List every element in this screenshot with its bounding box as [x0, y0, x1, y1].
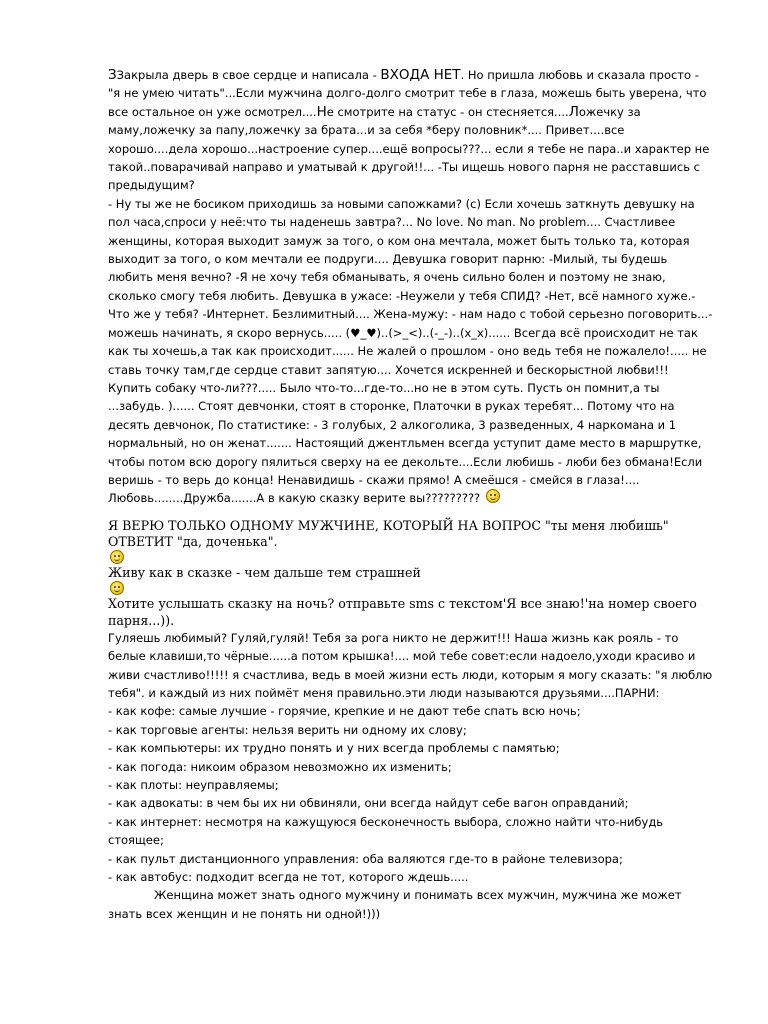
document-page — [108, 66, 713, 923]
list-item: - как торговые агенты: нельзя верить ни одному их слову; — [108, 722, 467, 737]
intro-text-2: . Н — [460, 68, 477, 82]
smiley-icon — [486, 489, 500, 503]
intro-text-4: е смотрите на статус - он стесняется.... — [326, 104, 569, 119]
paragraph-2-text: Гуляешь любимый? Гуляй,гуляй! Тебя за рога никто не держит!!! Наша жизнь как рояль - то белые клавиши,то чёрные......а потом крышка!.... мой тебе совет:если надоело,уходи красиво и живи счастливо!!!!! я счастлива, ведь в моей жизни есть люди, которым я могу сказать: "я люблю тебя". и каждый из них поймёт меня правильно.эти люди называются друзьями....ПАРНИ: — [108, 630, 713, 700]
smiley-icon — [110, 550, 124, 564]
serif-quote-3: Хотите услышать сказку на ночь? отправьте sms с текстом'Я все знаю!'на номер своего парня...)). — [108, 596, 697, 628]
intro-caps-3: Л — [568, 103, 579, 120]
closing-paragraph: Женщина может знать одного мужчину и понимать всех мужчин, мужчина же может знать всех женщин и не понять ни одной!))) — [108, 888, 682, 921]
list-item: - как автобус: подходит всегда не тот, которого ждешь..... — [108, 870, 469, 885]
list-item: - как плоты: неуправляемы; — [108, 778, 279, 793]
list-item: - как кофе: самые лучшие - горячие, крепкие и не дают тебе спать всю ночь; — [108, 704, 581, 719]
intro-paragraph — [108, 66, 713, 508]
intro-text-1: Закрыла дверь в свое сердце и написала - — [116, 68, 381, 82]
list-item: - как адвокаты: в чем бы их ни обвиняли, они всегда найдут себе вагон оправданий; — [108, 796, 629, 811]
smiley-icon — [110, 581, 124, 595]
intro-caps-2: Н — [316, 103, 327, 120]
list-item: - как погода: никоим образом невозможно их изменить; — [108, 759, 452, 774]
list-item: - как пульт дистанционного управления: оба валяются где-то в районе телевизора; — [108, 851, 623, 866]
list-item: - как интернет: несмотря на кажущуюся бесконечность выбора, сложно найти что-нибудь стоящее; — [108, 814, 664, 848]
intro-text-3: о пришла любовь и сказала просто - "я не умею читать"...Если мужчина долго-долго смотрит тебе в глаза, можешь быть уверена, что все остальное он уже осмотрел.... — [108, 68, 707, 119]
intro-text-5: ожечку за маму,ложечку за папу,ложечку за брата...и за себя *беру половник*.... Привет....все хорошо....дела хорошо...настроение супер....ещё вопросы???... если я тебе не пара..и характер не такой..поварачивай направо и уматывай к другой!!... -Ты ищешь нового парня не расставшись с предыдущим? — [108, 104, 710, 193]
serif-quote-1: Я ВЕРЮ ТОЛЬКО ОДНОМУ МУЖЧИНЕ, КОТОРЫЙ НА ВОПРОС "ты меня любишь" ОТВЕТИТ "да, доченька". — [108, 517, 669, 549]
intro-first-letter: З — [108, 67, 117, 83]
intro-text-6: - Ну ты же не босиком приходишь за новыми сапожками? (с) Если хочешь заткнуть девушку на пол часа,спроси у неё:что ты наденешь завтра?... No love. No man. No problem.... Счастливее женщины, которая выходит замуж за того, о ком она мечтала, может быть только та, которая выходит за того, о ком мечтали ее подруги.... Девушка говорит парню: -Милый, ты будешь любить меня вечно? -Я не хочу тебя обманывать, я очень сильно болен и поэтому не знаю, сколько смогу тебя любить. Девушка в ужасе: -Неужели у тебя СПИД? -Нет, всё намного хуже.-Что же у тебя? -Интернет. Безлимитный.... Жена-мужу: - нам надо с тобой серьезно поговорить...-можешь начинать, я скоро вернусь..... (♥_♥)..(>_<)..(-_-)..(x_x)...... Всегда всё происходит не так как ты хочешь,а так как происходит...... Не жалей о прошлом - оно ведь тебя не пожалело!..... не ставь точку там,где сердце ставит запятую.... Хочется искренней и бескорыстной любви!!! Купить собаку что-ли???..... Было что-то...где-то...но не в этом суть. Пусть он помнит,а ты ...забудь. )...... Стоят девчонки, стоят в сторонке, Платочки в руках теребят... Потому что на десять девчонок, По статистике: - 3 голубых, 2 алкоголика, 3 разведенных, 4 наркомана и 1 нормальный, но он женат....... Настоящий джентльмен всегда уступит даме место в маршрутке, чтобы потом всю дорогу пялиться сверху на ее декольте....Если любишь - люби без обмана!Если веришь - то верь до конца! Ненавидишь - скажи прямо! А смеёшся - смейся в глаза!.... Любовь........Дружба.......А в какую сказку верите вы????????? — [108, 196, 713, 506]
paragraph-2 — [108, 629, 713, 924]
serif-quote-2: Живу как в сказке - чем дальше тем страшней — [108, 565, 421, 581]
list-item: - как компьютеры: их трудно понять и у них всегда проблемы с памятью; — [108, 741, 560, 756]
intro-caps-1: ВХОДА НЕТ — [380, 67, 461, 83]
